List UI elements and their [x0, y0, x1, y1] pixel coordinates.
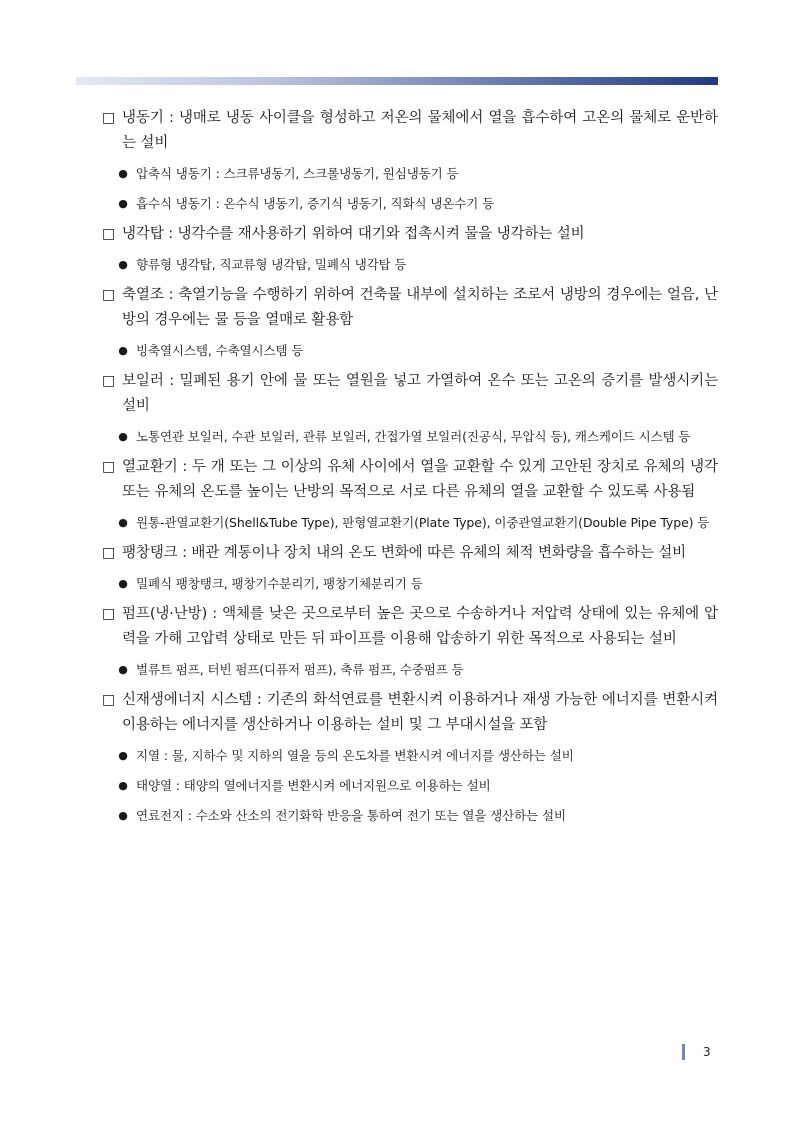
- bullet-icon: ●: [118, 779, 128, 792]
- list-item: ● 원통-관열교환기(Shell&Tube Type), 판형열교환기(Plate Type), 이중관열교환기(Double Pipe Type) 등: [102, 511, 718, 534]
- header-gradient-bar: [76, 77, 718, 85]
- bullet-icon: ●: [118, 577, 128, 590]
- section-text: 냉동기 : 냉매로 냉동 사이클을 형성하고 저온의 물체에서 열을 흡수하여 고온의 물체로 운반하는 설비: [122, 110, 718, 151]
- list-item: ● 밀폐식 팽창탱크, 팽창기수분리기, 팽창기체분리기 등: [102, 572, 718, 595]
- section-text: 냉각탑 : 냉각수를 재사용하기 위하여 대기와 접촉시켜 물을 냉각하는 설비: [122, 226, 585, 242]
- bullet-icon: ●: [118, 516, 128, 529]
- sub-list: [102, 658, 718, 681]
- list-item: ● 노통연관 보일러, 수관 보일러, 관류 보일러, 간접가열 보일러(진공식, 무압식 등), 캐스케이드 시스템 등: [102, 425, 718, 448]
- sub-list: [102, 572, 718, 595]
- section-text: 열교환기 : 두 개 또는 그 이상의 유체 사이에서 열을 교환할 수 있게 고안된 장치로 유체의 냉각 또는 유체의 온도를 높이는 난방의 목적으로 서로 다른 유체의 열을 교환할 수 있도록 사용됨: [122, 459, 718, 500]
- checkbox-square-icon: □: [102, 110, 116, 126]
- bullet-icon: ●: [118, 809, 128, 822]
- checkbox-square-icon: □: [102, 287, 116, 303]
- section-text: 보일러 : 밀폐된 용기 안에 물 또는 열원을 넣고 가열하여 온수 또는 고온의 증기를 발생시키는 설비: [122, 373, 718, 414]
- bullet-icon: ●: [118, 663, 128, 676]
- checkbox-square-icon: □: [102, 373, 116, 389]
- bullet-icon: ●: [118, 167, 128, 180]
- list-item: ● 태양열 : 태양의 열에너지를 변환시켜 에너지원으로 이용하는 설비: [102, 774, 718, 797]
- section-pump: [102, 602, 718, 681]
- bullet-icon: ●: [118, 749, 128, 762]
- list-item: ● 향류형 냉각탑, 직교류형 냉각탑, 밀폐식 냉각탑 등: [102, 253, 718, 276]
- section-text: 펌프(냉·난방) : 액체를 낮은 곳으로부터 높은 곳으로 수송하거나 저압력 상태에 있는 유체에 압력을 가해 고압력 상태로 만든 뒤 파이프를 이용해 압송하기 위한 목적으로 사용되는 설비: [122, 606, 718, 647]
- page-number-accent-bar: [682, 1044, 685, 1060]
- list-item: ● 흡수식 냉동기 : 온수식 냉동기, 증기식 냉동기, 직화식 냉온수기 등: [102, 192, 718, 215]
- list-item: ● 빙축열시스템, 수축열시스템 등: [102, 339, 718, 362]
- list-item: ● 압축식 냉동기 : 스크류냉동기, 스크롤냉동기, 원심냉동기 등: [102, 162, 718, 185]
- list-item: ● 지열 : 물, 지하수 및 지하의 열을 등의 온도차를 변환시켜 에너지를 생산하는 설비: [102, 744, 718, 767]
- section-heat-exchanger: [102, 455, 718, 534]
- checkbox-square-icon: □: [102, 692, 116, 708]
- checkbox-square-icon: □: [102, 606, 116, 622]
- bullet-icon: ●: [118, 197, 128, 210]
- page-footer: [682, 1044, 711, 1060]
- bullet-icon: ●: [118, 344, 128, 357]
- checkbox-square-icon: □: [102, 459, 116, 475]
- section-thermal-storage: [102, 283, 718, 362]
- section-text: 신재생에너지 시스템 : 기존의 화석연료를 변환시켜 이용하거나 재생 가능한 에너지를 변환시켜 이용하는 에너지를 생산하거나 이용하는 설비 및 그 부대시설을 포함: [122, 692, 718, 733]
- section-refrigerator: [102, 106, 718, 215]
- document-body: [102, 106, 718, 834]
- sub-list: [102, 744, 718, 827]
- bullet-icon: ●: [118, 430, 128, 443]
- section-cooling-tower: [102, 222, 718, 276]
- section-text: 축열조 : 축열기능을 수행하기 위하여 건축물 내부에 설치하는 조로서 냉방의 경우에는 얼음, 난방의 경우에는 물 등을 열매로 활용함: [122, 287, 718, 328]
- bullet-icon: ●: [118, 258, 128, 271]
- checkbox-square-icon: □: [102, 545, 116, 561]
- section-expansion-tank: [102, 541, 718, 595]
- sub-list: [102, 511, 718, 534]
- sub-list: [102, 425, 718, 448]
- list-item: ● 연료전지 : 수소와 산소의 전기화학 반응을 통하여 전기 또는 열을 생산하는 설비: [102, 804, 718, 827]
- sub-list: [102, 162, 718, 215]
- sub-list: [102, 339, 718, 362]
- checkbox-square-icon: □: [102, 226, 116, 242]
- list-item: ● 벌류트 펌프, 터빈 펌프(디퓨저 펌프), 축류 펌프, 수중펌프 등: [102, 658, 718, 681]
- sub-list: [102, 253, 718, 276]
- page-number: 3: [703, 1045, 711, 1059]
- section-boiler: [102, 369, 718, 448]
- section-text: 팽창탱크 : 배관 계통이나 장치 내의 온도 변화에 따른 유체의 체적 변화량을 흡수하는 설비: [122, 545, 687, 561]
- section-renewable-energy: [102, 688, 718, 827]
